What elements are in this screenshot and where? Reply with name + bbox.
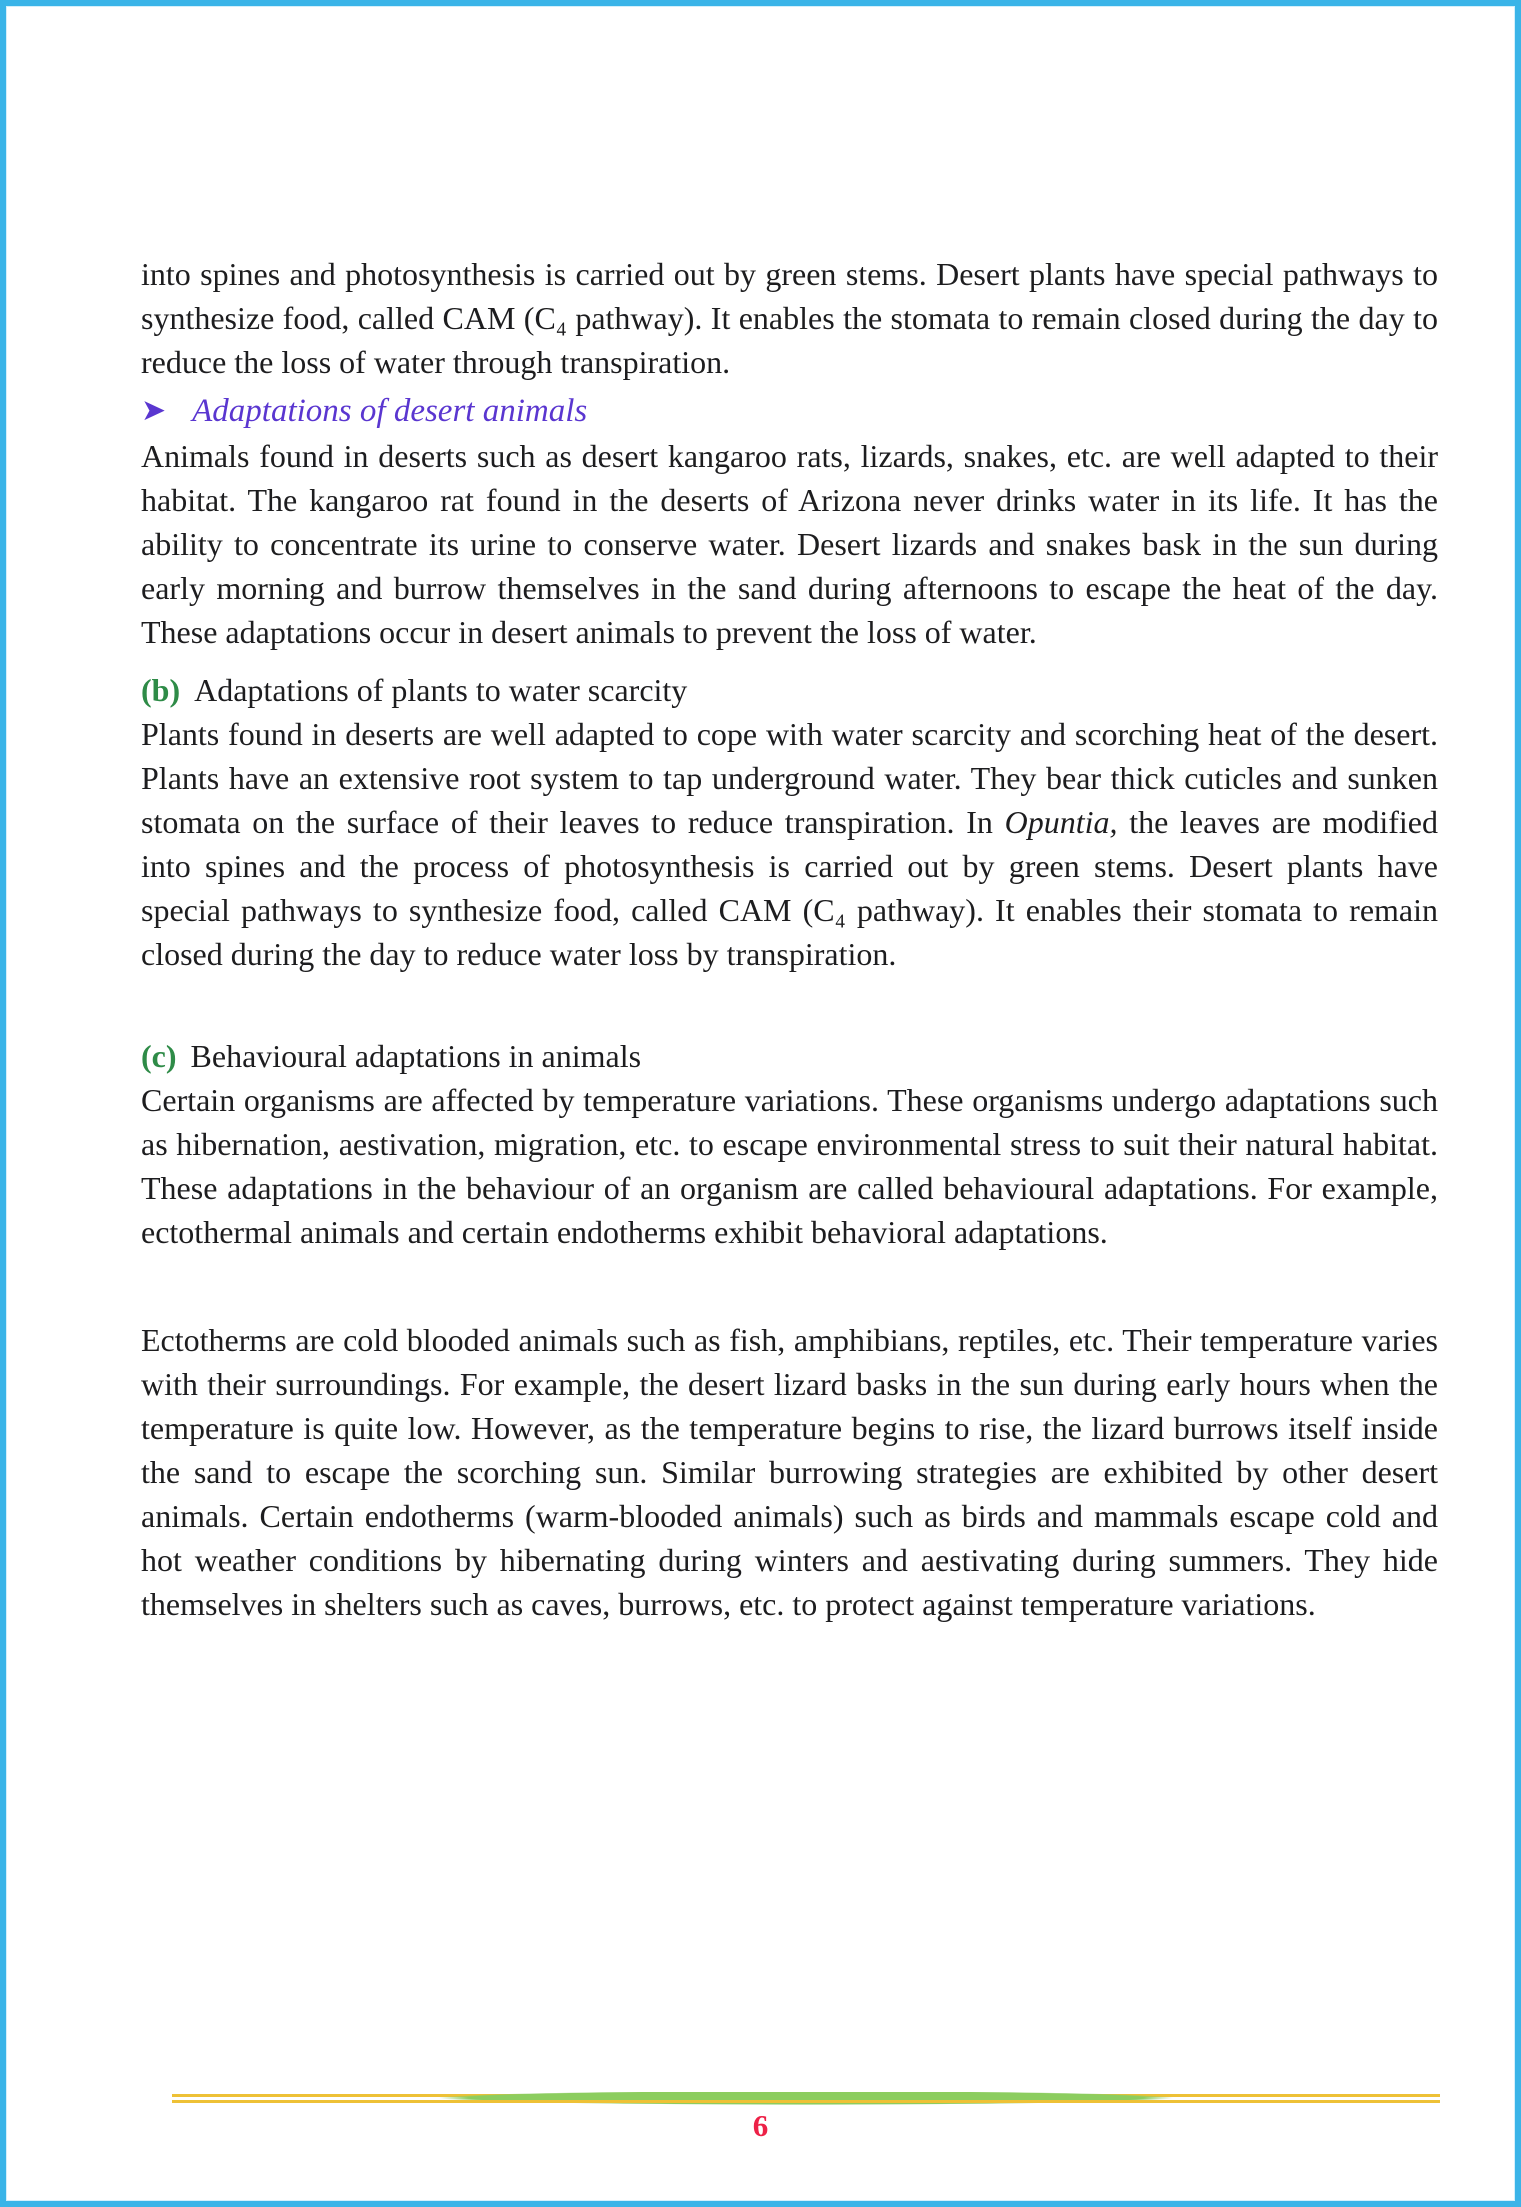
- section-heading-c: [141, 1034, 1438, 1078]
- paragraph-cam-pathway: into spines and photosynthesis is carried out by green stems. Desert plants have special pathways to synthesize food, called CAM (C₄ pathway). It enables the stomata to remain closed during the day to reduce the loss of water through transpiration.: [141, 256, 1438, 380]
- section-title-b: Adaptations of plants to water scarcity: [194, 672, 688, 708]
- paragraph-segment-before: Plants found in deserts are well adapted to cope with water scarcity and scorching heat of the desert. Plants have an extensive root system to tap underground water. They bear thick cuticles and sunken stomata on the surface of their leaves to reduce transpiration. In: [141, 716, 1438, 840]
- species-name-opuntia: Opuntia,: [1004, 804, 1118, 840]
- heading-adaptations-desert-animals: [141, 389, 1438, 434]
- paragraph-desert-animals: Animals found in deserts such as desert kangaroo rats, lizards, snakes, etc. are well adapted to their habitat. The kangaroo rat found in the deserts of Arizona never drinks water in its life. It has the ability to concentrate its urine to conserve water. Desert lizards and snakes bask in the sun during early morning and burrow themselves in the sand during afternoons to escape the heat of the day. These adaptations occur in desert animals to prevent the loss of water.: [141, 438, 1438, 650]
- arrow-right-icon: ➤: [141, 393, 167, 428]
- section-heading-b: [141, 668, 1438, 712]
- paragraph-segment-after: the leaves are modified into spines and the process of photosynthesis is carried out by green stems. Desert plants have special pathways to synthesize food, called CAM (C₄ pathway). It enables their stomata to remain closed during the day to reduce water loss by transpiration.: [141, 804, 1439, 972]
- page-number: 6: [752, 2108, 769, 2143]
- paragraph-ectotherms: Ectotherms are cold blooded animals such as fish, amphibians, reptiles, etc. Their temperature varies with their surroundings. For example, the desert lizard basks in the sun during early hours when the temperature is quite low. However, as the temperature begins to rise, the lizard burrows itself inside the sand to escape the scorching sun. Similar burrowing strategies are exhibited by other desert animals. Certain endotherms (warm-blooded animals) such as birds and mammals escape cold and hot weather conditions by hibernating during winters and aestivating during summers. They hide themselves in shelters such as caves, burrows, etc. to protect against temperature variations.: [141, 1322, 1438, 1622]
- paragraph-behavioural-adaptations: Certain organisms are affected by temperature variations. These organisms undergo adaptations such as hibernation, aestivation, migration, etc. to escape environmental stress to suit their natural habitat. These adaptations in the behaviour of an organism are called behavioural adaptations. For example, ectothermal animals and certain endotherms exhibit behavioral adaptations.: [141, 1082, 1438, 1250]
- section-title-c: Behavioural adaptations in animals: [190, 1038, 642, 1074]
- decorative-rule: [172, 2092, 1440, 2105]
- section-marker-b: (b): [141, 672, 181, 708]
- section-marker-c: (c): [141, 1038, 177, 1074]
- text-content: [141, 252, 1438, 1626]
- paragraph-plants-water-scarcity: [141, 712, 1438, 976]
- heading-label: Adaptations of desert animals: [192, 393, 588, 429]
